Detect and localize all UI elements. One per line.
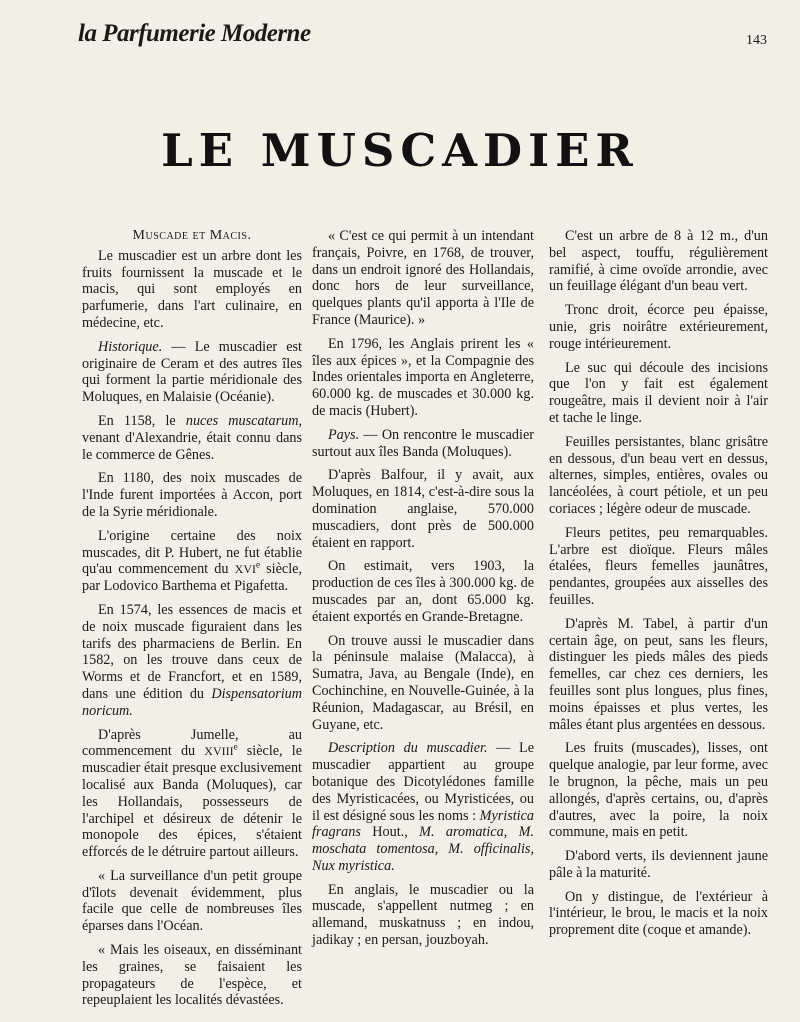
- latin-term: nuces muscatarum,: [185, 412, 302, 429]
- paragraph-text: — Le muscadier est originaire de Ceram et des autres îles qui forment la partie méridionale des Moluques, en Malaisie (Océanie).: [82, 338, 302, 406]
- paragraph-text: En 1158, le: [98, 412, 186, 429]
- paragraph-text: venant d'Alexandrie, était connu dans le commerce de Gênes.: [82, 429, 302, 463]
- paragraph: Les fruits (muscades), lisses, ont quelque analogie, par leur forme, avec le brugnon, la pêche, mais un peu allongés, d'après certains, ou, d'après d'autres, avec la poire, la noix commune, mais en petit.: [549, 740, 768, 841]
- paragraph: Feuilles persistantes, blanc grisâtre en dessous, d'un beau vert en dessus, alternes, simples, entières, ovales ou lancéolées, à court pétiole, et un peu coriaces ; légère odeur de muscade.: [549, 433, 768, 517]
- paragraph: [312, 740, 534, 874]
- paragraph: On y distingue, de l'extérieur à l'intérieur, le brou, le macis et la noix proprement dite (coque et amande).: [549, 888, 768, 939]
- ordinal-suffix: e: [233, 741, 238, 752]
- paragraph: Le muscadier est un arbre dont les fruits fournissent la muscade et le macis, qui sont employés en parfumerie, dans l'art culinaire, en médecine, etc.: [82, 247, 302, 331]
- paragraph: « Mais les oiseaux, en disséminant les graines, se faisaient les propagateurs de l'espèce, et repeuplaient les localités dévastées.: [82, 942, 302, 1009]
- century-numeral: XVI: [234, 562, 256, 577]
- subheading-inline: Historique.: [98, 338, 163, 355]
- paragraph: D'après M. Tabel, à partir d'un certain âge, on peut, sans les fleurs, distinguer les pieds mâles des pieds femelles, car chez ces derniers, les feuilles sont plus longues, plus fines, moins épaisses et plus vertes, les mâles étant plus argentées en dessous.: [549, 615, 768, 733]
- paragraph: En 1180, des noix muscades de l'Inde furent importées à Accon, port de la Syrie méridionale.: [82, 470, 302, 520]
- paragraph: [82, 528, 302, 595]
- paragraph: C'est un arbre de 8 à 12 m., d'un bel aspect, touffu, régulièrement ramifié, à cime ovoïde arrondie, avec un feuillage élégant d'un beau vert.: [549, 228, 768, 295]
- magazine-masthead: la Parfumerie Moderne: [78, 20, 311, 47]
- page-number: 143: [746, 33, 767, 48]
- paragraph: On estimait, vers 1903, la production de ces îles à 300.000 kg. de muscades par an, dont 65.000 kg. étaient exportés en Grande-Bretagne.: [312, 558, 534, 625]
- subheading-inline: Pays.: [328, 426, 360, 443]
- article-title: LE MUSCADIER: [161, 124, 639, 177]
- paragraph: [82, 602, 302, 720]
- century-numeral: XVIII: [204, 744, 234, 759]
- paragraph-text: — Le muscadier appartient au groupe botanique des Dicotylédones famille des Myristicacées, ou Myristicées, ou il est désigné sous les noms :: [312, 740, 534, 824]
- paragraph: « La surveillance d'un petit groupe d'îlots devenait évidemment, plus facile que celle de nombreuses îles éparses dans l'Océan.: [82, 867, 302, 935]
- paragraph: [312, 427, 534, 461]
- paragraph: Tronc droit, écorce peu épaisse, unie, gris noirâtre extérieurement, rouge intérieurement.: [549, 302, 768, 352]
- paragraph-text: — On rencontre le muscadier surtout aux îles Banda (Moluques).: [312, 426, 534, 460]
- paragraph-text: L'origine certaine des noix muscades, dit P. Hubert, ne fut établie qu'au commencement du: [82, 527, 302, 578]
- column-3: [549, 228, 768, 946]
- paragraph-text: D'après Jumelle, au commencement du: [82, 726, 302, 760]
- paragraph-text: En 1574, les essences de macis et de noix muscade figuraient dans les tarifs des pharmaciens de Berlin. En 1582, on les trouve dans ceux de Worms et de Francfort, et en 1589, dans une édition du: [82, 601, 302, 702]
- paragraph: En 1796, les Anglais prirent les « îles aux épices », et la Compagnie des Indes orientales importa en Angleterre, 60.000 kg. de muscades et 30.000 kg. de macis (Hubert).: [312, 335, 534, 419]
- column-2: [312, 228, 534, 956]
- paragraph-text: Hout.,: [360, 824, 420, 841]
- paragraph-text: siècle, par Lodovico Barthema et Pigafetta.: [82, 561, 302, 595]
- paragraph: Le suc qui découle des incisions que l'on y fait est également rougeâtre, mais il devient noir à l'air et tache le linge.: [549, 359, 768, 426]
- paragraph: On trouve aussi le muscadier dans la péninsule malaise (Malacca), à Sumatra, Java, au Bengale (Inde), en Cochinchine, en Nouvelle-Guinée, à la Réunion, Madagascar, au Brésil, en Guyane, etc.: [312, 632, 534, 733]
- section-heading: Muscade et Macis.: [132, 228, 252, 243]
- latin-term: Myristica fragrans: [312, 807, 534, 841]
- paragraph: [82, 339, 302, 406]
- latin-term: M. aromatica, M. moschata tomentosa, M. officinalis, Nux myristica.: [312, 824, 534, 874]
- paragraph: D'après Balfour, il y avait, aux Moluques, en 1814, c'est-à-dire sous la domination anglaise, 570.000 muscadiers, dont près de 500.000 étaient en rapport.: [312, 467, 534, 551]
- subheading-inline: Description du muscadier.: [328, 740, 488, 757]
- ordinal-suffix: e: [255, 559, 260, 570]
- book-title: Dispensatorium noricum.: [82, 685, 302, 719]
- paragraph: « C'est ce qui permit à un intendant français, Poivre, en 1768, de trouver, dans un endroit ignoré des Hollandais, donc hors de leur surveillance, quelques plants qu'il apporta à l'Ile de France (Maurice). »: [312, 228, 534, 328]
- paragraph-text: siècle, le muscadier était presque exclusivement localisé aux Banda (Moluques), car les Hollandais, possesseurs de l'archipel et désireux de détenir le monopole des épices, s'étaient efforcés de le détruire partout ailleurs.: [82, 743, 302, 861]
- paragraph: [82, 727, 302, 861]
- paragraph: En anglais, le muscadier ou la muscade, s'appellent nutmeg ; en allemand, muskatnuss ; en indou, jadikay ; en persan, jouzboyah.: [312, 881, 534, 949]
- column-1: [82, 228, 302, 1016]
- paragraph: D'abord verts, ils deviennent jaune pâle à la maturité.: [549, 848, 768, 881]
- paragraph: [82, 413, 302, 463]
- paragraph: Fleurs petites, peu remarquables. L'arbre est dioïque. Fleurs mâles étalées, fleurs femelles jaunâtres, pendantes, groupées aux aisselles des feuilles.: [549, 524, 768, 608]
